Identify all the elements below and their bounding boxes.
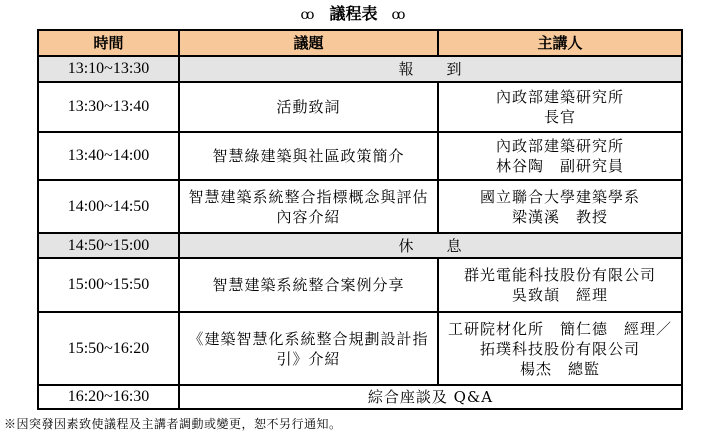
row-topic: 智慧建築系統整合指標概念與評估內容介紹 (179, 180, 438, 233)
speaker-line: 內政部建築研究所 (495, 88, 624, 106)
right-ornament: ꝏ (391, 7, 407, 23)
table-row (38, 82, 682, 132)
speaker-line: 長官 (543, 108, 576, 126)
speaker-line: 楊杰 總監 (519, 359, 600, 378)
table-row (38, 312, 682, 385)
table-row (38, 385, 682, 409)
speaker-line: 群光電能科技股份有限公司 (463, 266, 656, 284)
row-time: 16:20~16:30 (38, 385, 179, 409)
speaker-line: 內政部建築研究所 (495, 137, 624, 155)
speaker-line: 梁漢溪 教授 (511, 207, 608, 226)
table-row (38, 180, 682, 233)
row-time: 14:00~14:50 (38, 180, 179, 233)
row-time: 13:30~13:40 (38, 82, 179, 132)
row-speaker (438, 82, 682, 132)
row-speaker (438, 180, 682, 233)
table-row (38, 56, 682, 82)
row-speaker (438, 258, 682, 312)
registration-cell: 報 到 (179, 56, 682, 82)
row-topic: 活動致詞 (179, 82, 438, 132)
table-row (38, 132, 682, 180)
speaker-line: 吳致頡 經理 (511, 286, 608, 304)
table-row (38, 233, 682, 258)
row-speaker (438, 132, 682, 180)
row-time: 15:50~16:20 (38, 312, 179, 385)
speaker-line: 林谷陶 副研究員 (495, 157, 624, 175)
header-topic: 議題 (179, 30, 438, 56)
row-time: 13:10~13:30 (38, 56, 179, 82)
table-header-row (38, 30, 682, 56)
header-speaker: 主講人 (438, 30, 682, 56)
row-topic: 智慧綠建築與社區政策簡介 (179, 132, 438, 180)
left-ornament: ꝏ (300, 7, 316, 23)
header-time: 時間 (38, 30, 179, 56)
row-topic: 智慧建築系統整合案例分享 (179, 258, 438, 312)
row-speaker (438, 312, 682, 385)
row-time: 14:50~15:00 (38, 233, 179, 258)
break-cell: 休 息 (179, 233, 682, 258)
row-time: 15:00~15:50 (38, 258, 179, 312)
agenda-table (37, 29, 683, 410)
row-time: 13:40~14:00 (38, 132, 179, 180)
agenda-title (0, 2, 707, 26)
agenda-title-text: 議程表 (329, 4, 378, 23)
discussion-cell: 綜合座談及 Q&A (179, 385, 682, 409)
table-row (38, 258, 682, 312)
speaker-line: 工研院材化所 簡仁德 經理／拓璞科技股份有限公司 (447, 319, 672, 358)
footnote: ※因突發因素致使議程及主講者調動或變更，恕不另行通知。 (4, 417, 342, 431)
row-topic: 《建築智慧化系統整合規劃設計指引》介紹 (179, 312, 438, 385)
speaker-line: 國立聯合大學建築學系 (479, 187, 640, 206)
